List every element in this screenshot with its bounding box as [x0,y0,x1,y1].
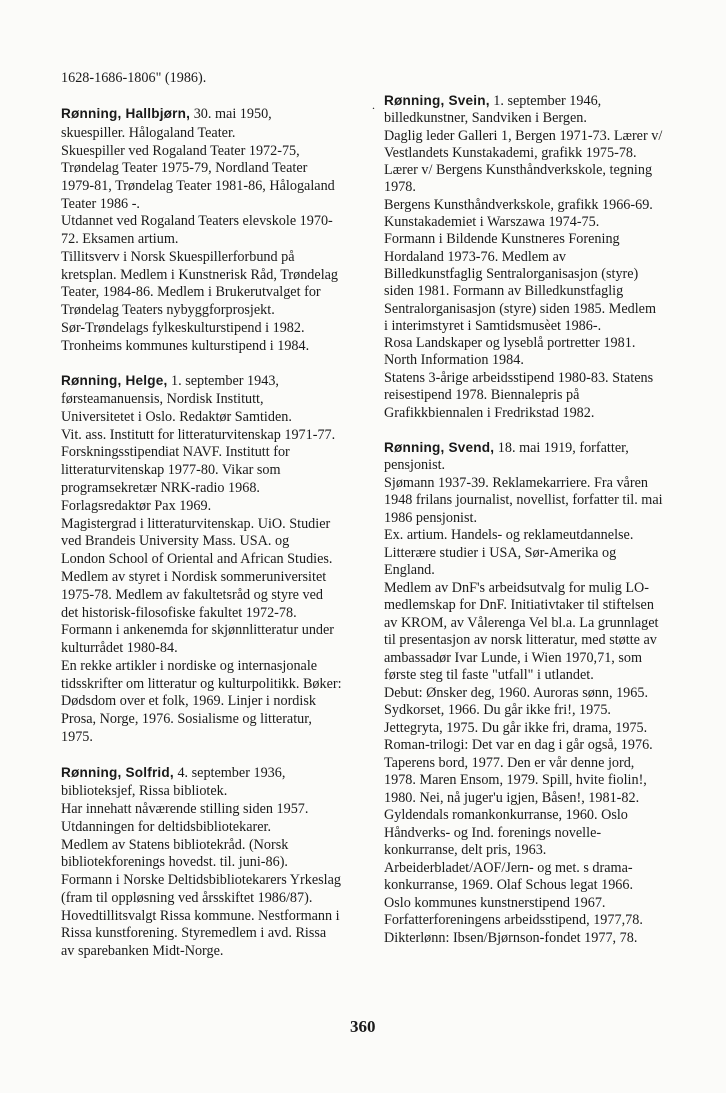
text-line [384,597,654,613]
line-text: kretsplan. Medlem i Kunstnerisk Råd, Trøndelag [61,267,339,283]
line-text: det historisk-filosofiske fakultet 1972-78. [61,605,297,621]
line-text: Daglig leder Galleri 1, Bergen 1971-73. Lærer v/ [384,128,663,144]
text-line [61,551,332,567]
text-line [384,492,663,508]
text-line [384,772,647,788]
text-line [384,860,633,876]
line-text: Hordaland 1973-76. Medlem av [384,249,567,265]
text-line [61,569,326,585]
text-line [384,335,635,351]
entry-name: Rønning, Hallbjørn, [61,106,191,121]
line-text: Rosa Landskaper og lyseblå portretter 1981. [384,335,636,351]
text-line [61,267,338,283]
line-text: London School of Oriental and African Studies. [61,551,333,567]
text-line [61,427,335,443]
text-line [61,196,140,212]
text-line [384,162,652,178]
line-text: billedkunstner, Sandviken i Bergen. [384,110,587,126]
line-text: i interimstyret i Samtidsmusèet 1986-. [384,318,602,334]
text-line [384,580,649,596]
line-text: Oslo kommunes kunstnerstipend 1967. [384,895,606,911]
entry-details: 1. september 1943, [167,373,279,389]
line-text: Tronheims kommunes kulturstipend i 1984. [61,338,310,354]
line-text: Taperens bord, 1977. Den er vår denne jord, [384,755,635,771]
line-text: 1978. [384,179,416,195]
text-line [384,110,587,126]
text-line [384,737,653,753]
line-text: biblioteksjef, Rissa bibliotek. [61,783,228,799]
text-line [61,160,307,176]
line-text: Jettegryta, 1975. Du går ikke fri, drama, 1975. [384,720,648,736]
text-line [61,729,93,745]
text-line [61,908,340,924]
text-line [61,640,178,656]
entry-heading [61,106,272,122]
text-line [384,685,648,701]
line-text: Formann i Bildende Kunstneres Forening [384,231,620,247]
line-text: Sjømann 1937-39. Reklamekarriere. Fra våren [384,475,648,491]
text-line [61,943,223,959]
line-text: pensjonist. [384,457,446,473]
line-text: Medlem av Statens bibliotekråd. (Norsk [61,837,289,853]
line-text: programsekretær NRK-radio 1968. [61,480,260,496]
text-line [61,783,227,799]
line-text: Medlem av DnF's arbeidsutvalg for mulig LO- [384,580,649,596]
line-text: En rekke artikler i nordiske og internasjonale [61,658,318,674]
line-text: Håndverks- og Ind. forenings novelle- [384,825,602,841]
text-line [384,179,416,195]
text-line [61,70,206,86]
text-line [61,605,297,621]
line-text: Medlem av styret i Nordisk sommeruniversitet [61,569,327,585]
text-line [61,444,290,460]
text-line [384,510,477,526]
line-text: Sentralorganisasjon (styre) siden 1985. Medlem [384,301,657,317]
line-text: ambassadør Ivar Lunde, i Wien 1970,71, som [384,650,643,666]
text-line [384,615,658,631]
text-line [384,214,599,230]
text-line [384,283,623,299]
line-text: Billedkunstfaglig Sentralorganisasjon (styre) [384,266,639,282]
line-text: Teater, 1984-86. Medlem i Brukerutvalget for [61,284,321,300]
line-text: Tillitsverv i Norsk Skuespillerforbund på [61,249,295,265]
entry-heading [61,765,285,781]
entry-heading [61,373,279,389]
text-line [61,143,300,159]
line-text: reisestipend 1978. Biennalepris på [384,387,580,403]
line-text: siden 1981. Formann av Billedkunstfaglig [384,283,624,299]
text-line [61,854,288,870]
line-text: Formann i Norske Deltidsbibliotekarers Yrkeslag [61,872,342,888]
text-line [61,320,305,336]
text-line [61,462,281,478]
text-line [61,516,330,532]
line-text: til presentasjon av norsk litteratur, med støtte av [384,632,657,648]
line-text: Arbeiderbladet/AOF/Jern- og met. s drama- [384,860,633,876]
line-text: Ex. artium. Handels- og reklameutdannelse. [384,527,634,543]
text-line [61,693,316,709]
text-line [61,837,288,853]
line-text: Dikterlønn: Ibsen/Bjørnson-fondet 1977, 78. [384,930,638,946]
line-text: Trøndelag Teater 1975-79, Nordland Teater [61,160,308,176]
line-text: Debut: Ønsker deg, 1960. Auroras sønn, 1965. [384,685,649,701]
entry-details: 4. september 1936, [173,765,286,781]
line-text: Forfatterforeningens arbeidsstipend, 1977,78. [384,912,643,928]
line-text: førsteamanuensis, Nordisk Institutt, [61,391,264,407]
entry-details: 18. mai 1919, forfatter, [494,440,629,456]
line-text: 1980. Nei, nå juger'u igjen, Båsen!, 1981-82. [384,790,640,806]
text-line [384,930,637,946]
line-text: 72. Eksamen artium. [61,231,179,247]
text-line [384,825,601,841]
line-text: Dødsdom over et folk, 1969. Linjer i nordisk [61,693,316,709]
text-line [384,266,638,282]
line-text: medlemskap for DnF. Initiativtaker til stiftelsen [384,597,654,613]
text-line [61,711,312,727]
line-text: kulturrådet 1980-84. [61,640,178,656]
line-text: Hovedtillitsvalgt Rissa kommune. Nestformann i [61,908,340,924]
line-text: Skuespiller ved Rogaland Teater 1972-75, [61,143,300,159]
line-text: Grafikkbiennalen i Fredrikstad 1982. [384,405,595,421]
line-text: 1986 pensjonist. [384,510,478,526]
stray-mark: . [372,98,375,112]
line-text: Forlagsredaktør Pax 1969. [61,498,212,514]
line-text: Kunstakademiet i Warszawa 1974-75. [384,214,600,230]
text-line [384,405,594,421]
line-text: av sparebanken Midt-Norge. [61,943,224,959]
line-text: 1978. Maren Ensom, 1979. Spill, hvite fiolin!, [384,772,647,788]
text-line [384,895,605,911]
line-text: konkurranse, 1969. Olaf Schous legat 1966. [384,877,634,893]
entry-name: Rønning, Solfrid, [61,765,174,780]
line-text: skuespiller. Hålogaland Teater. [61,125,236,141]
text-line [61,587,323,603]
entry-heading [384,93,601,109]
text-line [384,562,435,578]
line-text: konkurranse, delt pris, 1963. [384,842,547,858]
line-text: North Information 1984. [384,352,524,368]
line-text: Sydkorset, 1966. Du går ikke fri!, 1975. [384,702,611,718]
line-text: ved Brandeis University Mass. USA. og [61,533,290,549]
text-line [384,249,566,265]
line-text: Sør-Trøndelags fylkeskulturstipend i 1982. [61,320,305,336]
line-text: 1948 frilans journalist, novellist, forfatter til. mai [384,492,663,508]
text-line [384,807,628,823]
line-text: Roman-trilogi: Det var en dag i går også, 1976. [384,737,653,753]
text-line [61,872,341,888]
line-text: Forskningsstipendiat NAVF. Institutt for [61,444,290,460]
text-line [61,249,295,265]
line-text: Har innehatt nåværende stilling siden 1957. [61,801,309,817]
text-line [61,409,292,425]
text-line [61,819,271,835]
entry-details: 30. mai 1950, [190,106,272,122]
line-text: Universitetet i Oslo. Redaktør Samtiden. [61,409,292,425]
text-line [384,387,579,403]
text-line [384,912,643,928]
text-line [384,755,634,771]
line-text: litteraturvitenskap 1977-80. Vikar som [61,462,281,478]
line-text: (fram til oppløsning ved årsskiftet 1986/87). [61,890,313,906]
line-text: Gyldendals romankonkurranse, 1960. Oslo [384,807,628,823]
line-text: Teater 1986 -. [61,196,140,212]
text-line [384,197,653,213]
text-line [61,622,334,638]
text-line [61,302,275,318]
text-line [384,877,633,893]
line-text: Rissa kunstforening. Styremedlem i avd. Rissa [61,925,327,941]
entry-name: Rønning, Svend, [384,440,495,455]
line-text: 1975-78. Medlem av fakultetsråd og styre ved [61,587,324,603]
line-text: første steg til faste "utfall" i utlandet. [384,667,594,683]
text-line [384,231,620,247]
text-line [61,338,309,354]
line-text: 1979-81, Trøndelag Teater 1981-86, Hålogaland [61,178,335,194]
text-line [61,213,333,229]
text-line [384,301,656,317]
text-line [384,370,653,386]
text-line [61,498,211,514]
text-line [61,391,264,407]
text-line [384,545,616,561]
text-line [384,667,594,683]
line-text: tidsskrifter om litteratur og kulturpolitikk. Bøker: [61,676,342,692]
text-line [384,842,546,858]
line-text: Utdanningen for deltidsbibliotekarer. [61,819,271,835]
line-text: Lærer v/ Bergens Kunsthåndverkskole, tegning [384,162,653,178]
entry-heading [384,440,629,456]
entry-name: Rønning, Svein, [384,93,490,108]
line-text: Bergens Kunsthåndverkskole, grafikk 1966-69. [384,197,653,213]
text-line [61,231,178,247]
text-line [384,145,637,161]
entry-name: Rønning, Helge, [61,373,168,388]
line-text: England. [384,562,435,578]
text-line [384,475,648,491]
text-line [384,790,639,806]
text-line [384,318,601,334]
page-number: 360 [350,1017,376,1036]
text-line [61,178,335,194]
text-line [384,527,633,543]
entry-details: 1. september 1946, [489,93,602,109]
line-text: bibliotekforenings hovedst. til. juni-86). [61,854,288,870]
text-line [61,284,321,300]
text-line [384,650,642,666]
line-text: 1975. [61,729,93,745]
text-line [384,702,611,718]
text-line [61,676,342,692]
line-text: Statens 3-årige arbeidsstipend 1980-83. Statens [384,370,654,386]
line-text: Vit. ass. Institutt for litteraturvitenskap 1971-77. [61,427,336,443]
text-line [61,480,260,496]
text-line [384,457,445,473]
text-line [384,720,647,736]
text-line [61,125,235,141]
line-text: Utdannet ved Rogaland Teaters elevskole 1970- [61,213,333,229]
text-line [384,632,657,648]
line-text: Formann i ankenemda for skjønnlitteratur under [61,622,335,638]
text-line [61,890,312,906]
text-line [61,533,289,549]
text-line [384,128,662,144]
line-text: 1628-1686-1806" (1986). [61,70,207,86]
text-line [61,658,317,674]
text-line [61,801,308,817]
line-text: Trøndelag Teaters nybyggforprosjekt. [61,302,275,318]
line-text: Litterære studier i USA, Sør-Amerika og [384,545,617,561]
text-line [384,352,524,368]
text-line [61,925,326,941]
line-text: Magistergrad i litteraturvitenskap. UiO. Studier [61,516,331,532]
line-text: Vestlandets Kunstakademi, grafikk 1975-78. [384,145,637,161]
line-text: Prosa, Norge, 1976. Sosialisme og litteratur, [61,711,312,727]
line-text: av KROM, av Vålerenga Vel bl.a. La grunnlaget [384,615,659,631]
